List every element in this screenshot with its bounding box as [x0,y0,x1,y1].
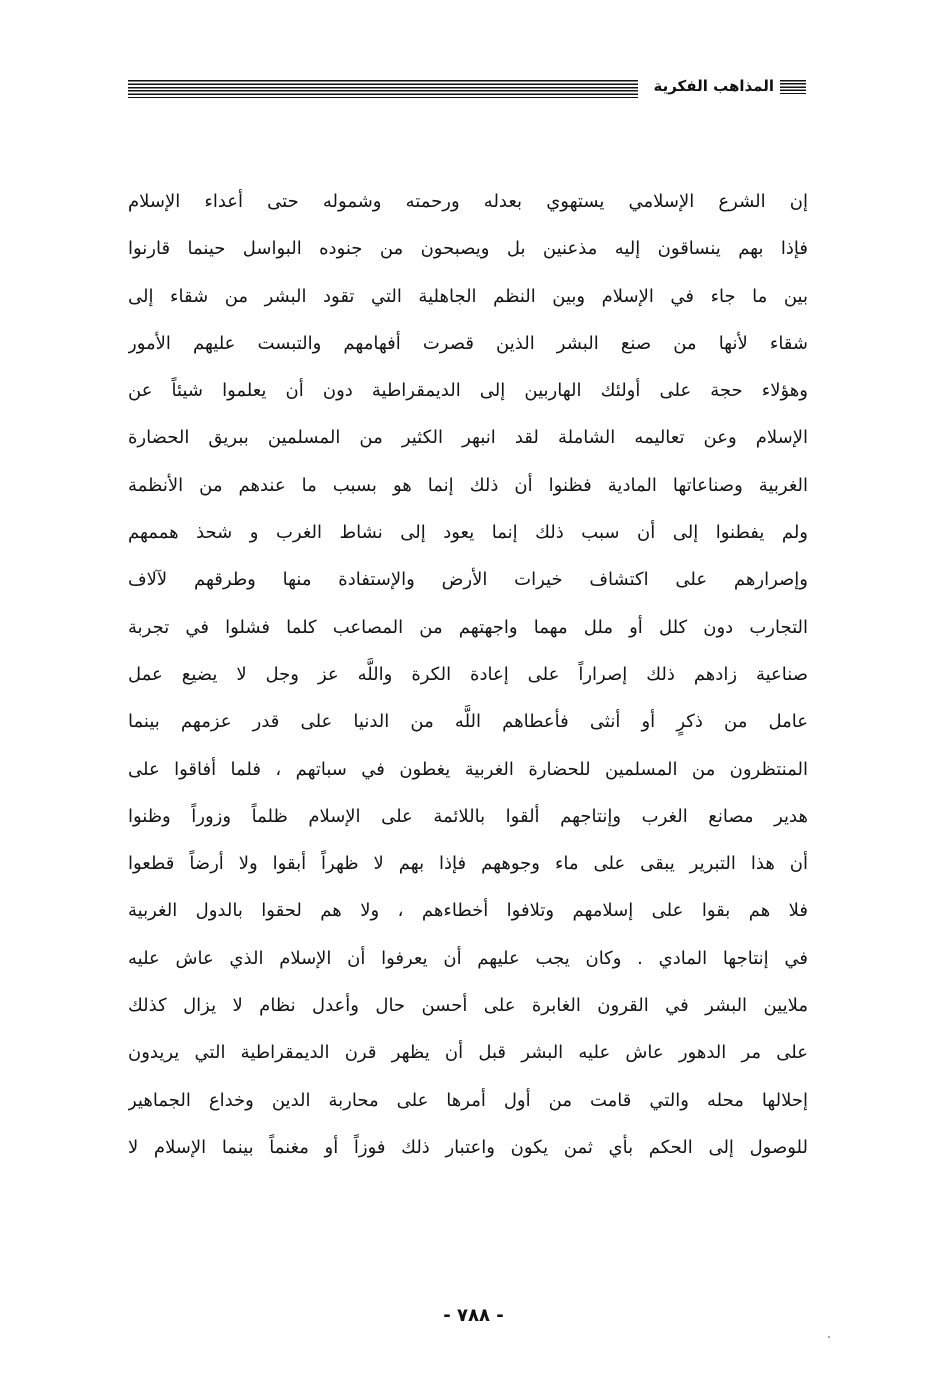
text-line: في إنتاجها المادي . وكان يجب عليهم أن يعرفوا أن الإسلام الذي عاش عليه [128,947,808,969]
text-line: إحلالها محله والتي قامت من أول أمرها على محاربة الدين وخداع الجماهير [128,1089,808,1111]
scan-speck [828,1336,830,1338]
text-line: المنتظرون من المسلمين للحضارة الغربية يغطون في سباتهم ، فلما أفاقوا على [128,758,808,780]
text-line: صناعية زادهم ذلك إصراراً على إعادة الكرة واللَّه عز وجل لا يضيع عمل [128,663,808,685]
text-line: إن الشرع الإسلامي يستهوي بعدله ورحمته وشموله حتى أعداء الإسلام [128,191,808,212]
text-line: ملايين البشر في القرون الغابرة على أحسن حال وأعدل نظام لا يزال كذلك [128,995,808,1017]
text-line: بين ما جاء في الإسلام وبين النظم الجاهلية التي تقود البشر من شقاء إلى [128,285,808,307]
text-line: الإسلام وعن تعاليمه الشاملة لقد انبهر الكثير من المسلمين ببريق الحضارة [128,427,808,449]
header-ornament-right [780,80,806,94]
page-number: - ٧٨٨ - [443,1305,504,1326]
text-line: للوصول إلى الحكم بأي ثمن يكون واعتبار ذلك فوزاً أو مغنماً بينما الإسلام لا [128,1136,808,1158]
text-line: فلا هم بقوا على إسلامهم وتلافوا أخطاءهم ، ولا هم لحقوا بالدول الغربية [128,900,808,922]
text-line: أن هذا التبرير يبقى على ماء وجوههم فإذا بهم لا ظهراً أبقوا ولا أرضاً قطعوا [128,853,808,875]
text-line: فإذا بهم ينساقون إليه مذعنين بل ويصبحون من جنوده البواسل حينما قارنوا [128,238,808,260]
text-line: على مر الدهور عاش عليه البشر قبل أن يظهر قرن الديمقراطية التي يريدون [128,1042,808,1064]
text-line: وهؤلاء حجة على أولئك الهاربين إلى الديمقراطية دون أن يعلموا شيئاً عن [128,380,808,402]
text-line: هدير مصانع الغرب وإنتاجهم ألقوا باللائمة على الإسلام ظلماً وزوراً وظنوا [128,805,808,827]
text-line: عامل من ذكرٍ أو أنثى فأعطاهم اللَّه من الدنيا على قدر عزمهم بينما [128,711,808,733]
text-line: شقاء لأنها من صنع البشر الذين قصرت أفهامهم والتبست عليهم الأمور [128,332,808,354]
text-line: الغربية وصناعاتها المادية فظنوا أن ذلك إنما هو بسبب ما عندهم من الأنظمة [128,474,808,496]
text-line: وإصرارهم على اكتشاف خيرات الأرض والإستفادة منها وطرقهم لآلاف [128,569,808,591]
text-line: ولم يفطنوا إلى أن سبب ذلك إنما يعود إلى نشاط الغرب و شحذ هممهم [128,522,808,544]
text-line: التجارب دون كلل أو ملل مهما واجهتهم من المصاعب كلما فشلوا في تجربة [128,616,808,638]
body-text [128,178,808,1171]
header-rule-lines [128,80,638,98]
header-title: المذاهب الفكرية [653,77,774,95]
running-header [128,74,806,104]
